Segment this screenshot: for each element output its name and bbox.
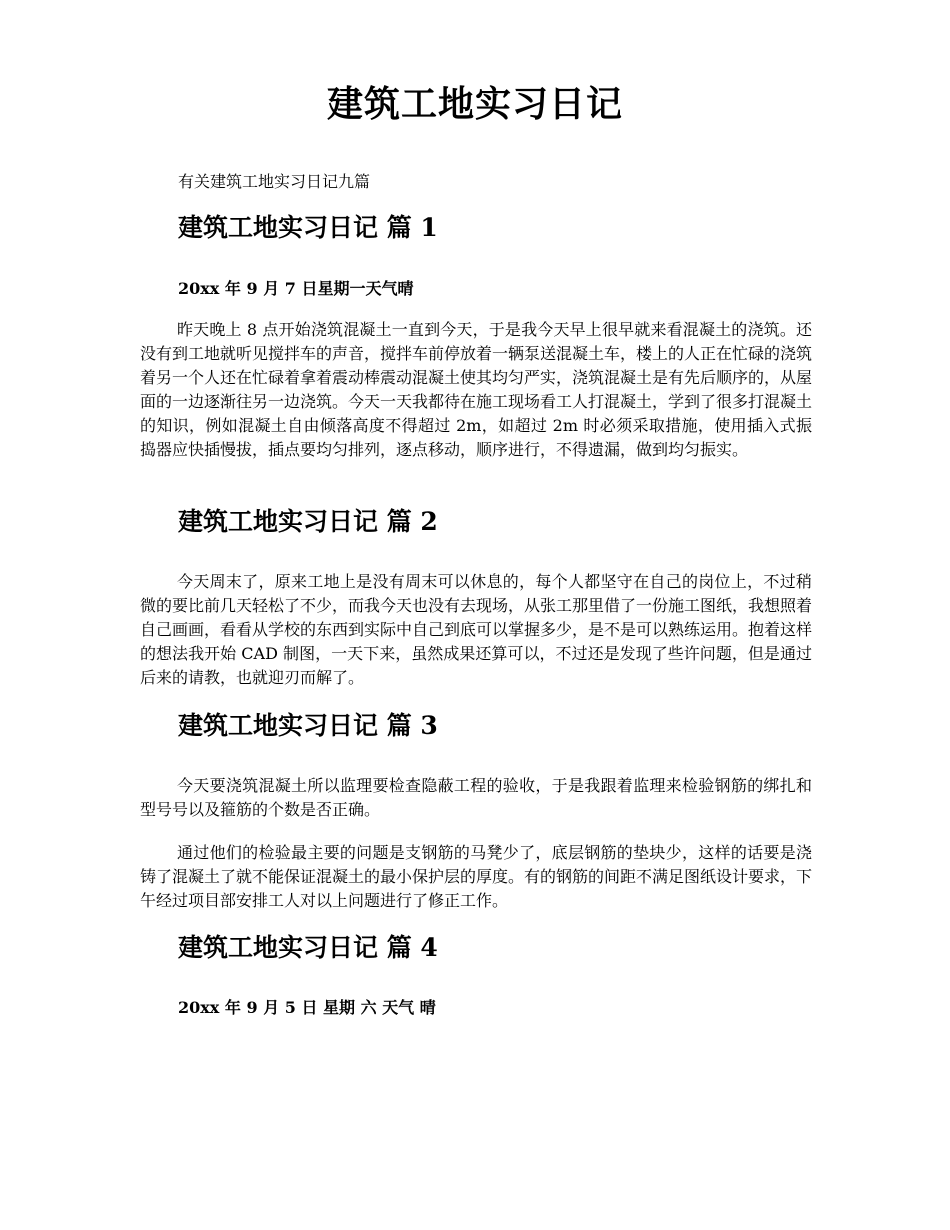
document-subtitle: 有关建筑工地实习日记九篇 — [178, 172, 371, 191]
section-4-date-line: 20xx 年 9 月 5 日 星期 六 天气 晴 — [178, 998, 436, 1017]
section-1-date-line: 20xx 年 9 月 7 日星期一天气晴 — [178, 279, 414, 298]
section-heading-2: 建筑工地实习日记 篇 2 — [178, 507, 438, 536]
document-title: 建筑工地实习日记 — [326, 83, 623, 125]
section-heading-3: 建筑工地实习日记 篇 3 — [178, 711, 438, 740]
section-3-paragraph-2: 通过他们的检验最主要的问题是支钢筋的马凳少了，底层钢筋的垫块少，这样的话要是浇铸了混凝土了就不能保证混凝土的最小保护层的厚度。有的钢筋的间距不满足图纸设计要求，下午经过项目部安排工人对以上问题进行了修正工作。 — [140, 843, 813, 910]
section-1-paragraph-1: 昨天晚上 8 点开始浇筑混凝土一直到今天，于是我今天早上很早就来看混凝土的浇筑。还没有到工地就听见搅拌车的声音，搅拌车前停放着一辆泵送混凝土车，楼上的人正在忙碌的浇筑着另一个人还在忙碌着拿着震动棒震动混凝土使其均匀严实，浇筑混凝土是有先后顺序的，从屋面的一边逐渐往另一边浇筑。今天一天我都待在施工现场看工人打混凝土，学到了很多打混凝土的知识，例如混凝土自由倾落高度不得超过 2m，如超过 2m 时必须采取措施，使用插入式振捣器应快插慢拔，插点要均匀排列，逐点移动，顺序进行，不得遗漏，做到均匀振实。 — [140, 320, 813, 459]
section-heading-1: 建筑工地实习日记 篇 1 — [178, 213, 438, 242]
section-2-paragraph-1: 今天周末了，原来工地上是没有周末可以休息的，每个人都坚守在自己的岗位上，不过稍微的要比前几天轻松了不少，而我今天也没有去现场，从张工那里借了一份施工图纸，我想照着自己画画，看看从学校的东西到实际中自己到底可以掌握多少，是不是可以熟练运用。抱着这样的想法我开始 CAD 制图，一天下来，虽然成果还算可以，不过还是发现了些许问题，但是通过后来的请教，也就迎刃而解了。 — [140, 572, 813, 687]
section-heading-4: 建筑工地实习日记 篇 4 — [178, 933, 438, 962]
section-3-paragraph-1: 今天要浇筑混凝土所以监理要检查隐蔽工程的验收，于是我跟着监理来检验钢筋的绑扎和型号号以及箍筋的个数是否正确。 — [140, 776, 812, 819]
